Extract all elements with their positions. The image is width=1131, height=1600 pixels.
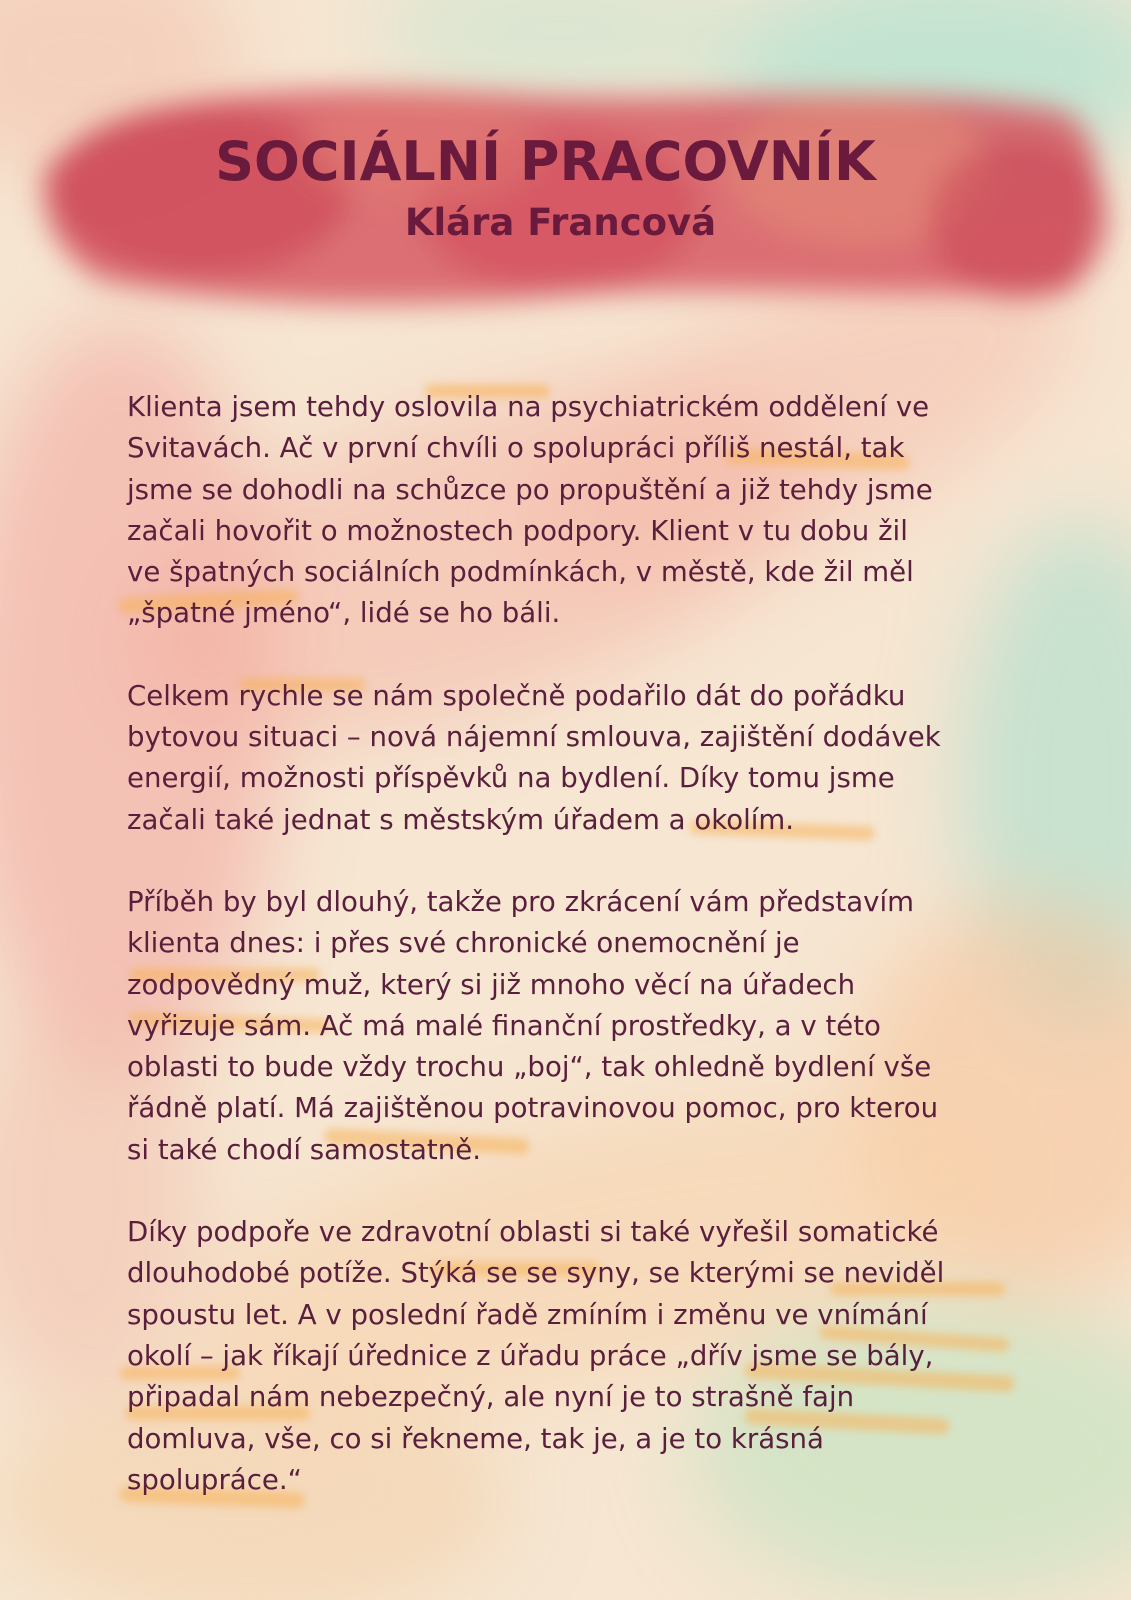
paragraph	[127, 675, 1057, 840]
text-line: začali hovořit o možnostech podpory. Klient v tu dobu žil	[127, 513, 908, 547]
text-line: domluva, vše, co si řekneme, tak je, a je to krásná	[127, 1421, 824, 1455]
text-line: si také chodí samostatně.	[127, 1132, 481, 1166]
paragraph	[127, 386, 1057, 634]
text-line: jsme se dohodli na schůzce po propuštění a již tehdy jsme	[127, 472, 933, 506]
page-title: SOCIÁLNÍ PRACOVNÍK	[215, 130, 876, 193]
author-name: Klára Francová	[404, 201, 717, 244]
text-line: klienta dnes: i přes své chronické onemocnění je	[127, 926, 800, 960]
text-line: okolí – jak říkají úřednice z úřadu práce „dřív jsme se bály,	[127, 1338, 934, 1372]
text-line: Díky podpoře ve zdravotní oblasti si také vyřešil somatické	[127, 1215, 939, 1249]
text-line: dlouhodobé potíže. Stýká se se syny, se kterými se neviděl	[127, 1256, 945, 1290]
text-line: Celkem rychle se nám společně podařilo dát do pořádku	[127, 678, 906, 712]
text-line: vyřizuje sám. Ač má malé finanční prostředky, a v této	[127, 1008, 881, 1042]
text-line: Svitavách. Ač v první chvíli o spolupráci příliš nestál, tak	[127, 431, 905, 465]
text-line: ve špatných sociálních podmínkách, v městě, kde žil měl	[127, 555, 914, 589]
text-line: „špatné jméno“, lidé se ho báli.	[127, 596, 561, 630]
text-line: bytovou situaci – nová nájemní smlouva, zajištění dodávek	[127, 720, 941, 754]
text-line: oblasti to bude vždy trochu „boj“, tak ohledně bydlení vše	[127, 1050, 932, 1084]
text-line: Klienta jsem tehdy oslovila na psychiatrickém oddělení ve	[127, 390, 930, 423]
paragraph	[127, 1211, 1057, 1500]
text-line: řádně platí. Má zajištěnou potravinovou pomoc, pro kterou	[127, 1091, 939, 1125]
text-line: Příběh by byl dlouhý, takže pro zkrácení vám představím	[127, 884, 914, 918]
text-line: připadal nám nebezpečný, ale nyní je to strašně fajn	[127, 1380, 855, 1414]
text-line: zodpovědný muž, který si již mnoho věcí na úřadech	[127, 967, 856, 1001]
header	[0, 130, 1131, 244]
text-line: začali také jednat s městským úřadem a okolím.	[127, 802, 795, 836]
story-text	[127, 386, 1057, 1541]
paragraph	[127, 881, 1057, 1170]
text-line: spolupráce.“	[127, 1462, 302, 1496]
text-line: energií, možnosti příspěvků na bydlení. Díky tomu jsme	[127, 761, 895, 795]
text-line: spoustu let. A v poslední řadě zmíním i změnu ve vnímání	[127, 1297, 928, 1331]
